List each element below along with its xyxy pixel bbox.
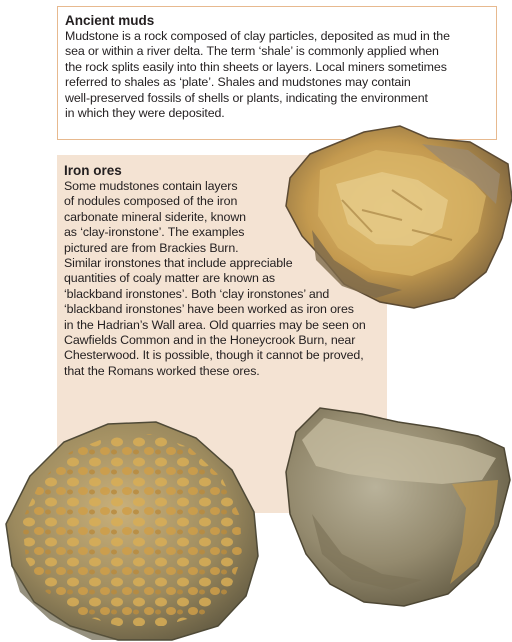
iron-ores-line: that the Romans worked these ores.: [64, 363, 260, 378]
ancient-muds-line: the rock splits easily into thin sheets or layers. Local miners sometimes: [65, 59, 447, 74]
iron-ores-line: Chesterwood. It is possible, though it cannot be proved,: [64, 348, 364, 363]
iron-ores-line: quantities of coaly matter are known as: [64, 271, 275, 286]
iron-ores-line: pictured are from Brackies Burn.: [64, 240, 239, 255]
iron-ores-line: Some mudstones contain layers: [64, 179, 238, 193]
iron-ores-title: Iron ores: [64, 163, 122, 178]
iron-ores-line: ‘blackband ironstones’ have been worked as iron ores: [64, 302, 354, 317]
rock-image-bottom-left: [0, 416, 262, 642]
ancient-muds-line: referred to shales as ‘plate’. Shales and mudstones may contain: [65, 75, 411, 90]
iron-ores-line: of nodules composed of the iron: [64, 194, 238, 209]
iron-ores-line: carbonate mineral siderite, known: [64, 209, 246, 224]
rock-image-bottom-right: [272, 384, 512, 610]
ancient-muds-line: well-preserved fossils of shells or plants, indicating the environment: [65, 90, 428, 105]
ancient-muds-title: Ancient muds: [65, 13, 155, 28]
iron-ores-line: in the Hadrian’s Wall area. Old quarries may be seen on: [64, 317, 366, 332]
iron-ores-line: ‘blackband ironstones’. Both ‘clay ironstones’ and: [64, 286, 330, 301]
iron-ores-content: [64, 163, 384, 379]
iron-ores-line: Cawfields Common and in the Honeycrook Burn, near: [64, 333, 356, 348]
ancient-muds-body: [65, 29, 488, 121]
ancient-muds-line: in which they were deposited.: [65, 106, 225, 121]
ancient-muds-line: sea or within a river delta. The term ‘shale’ is commonly applied when: [65, 44, 439, 59]
iron-ores-body: [64, 179, 384, 379]
ancient-muds-line: Mudstone is a rock composed of clay particles, deposited as mud in the: [65, 29, 450, 43]
iron-ores-line: Similar ironstones that include appreciable: [64, 256, 293, 271]
iron-ores-line: as ‘clay-ironstone’. The examples: [64, 225, 245, 240]
